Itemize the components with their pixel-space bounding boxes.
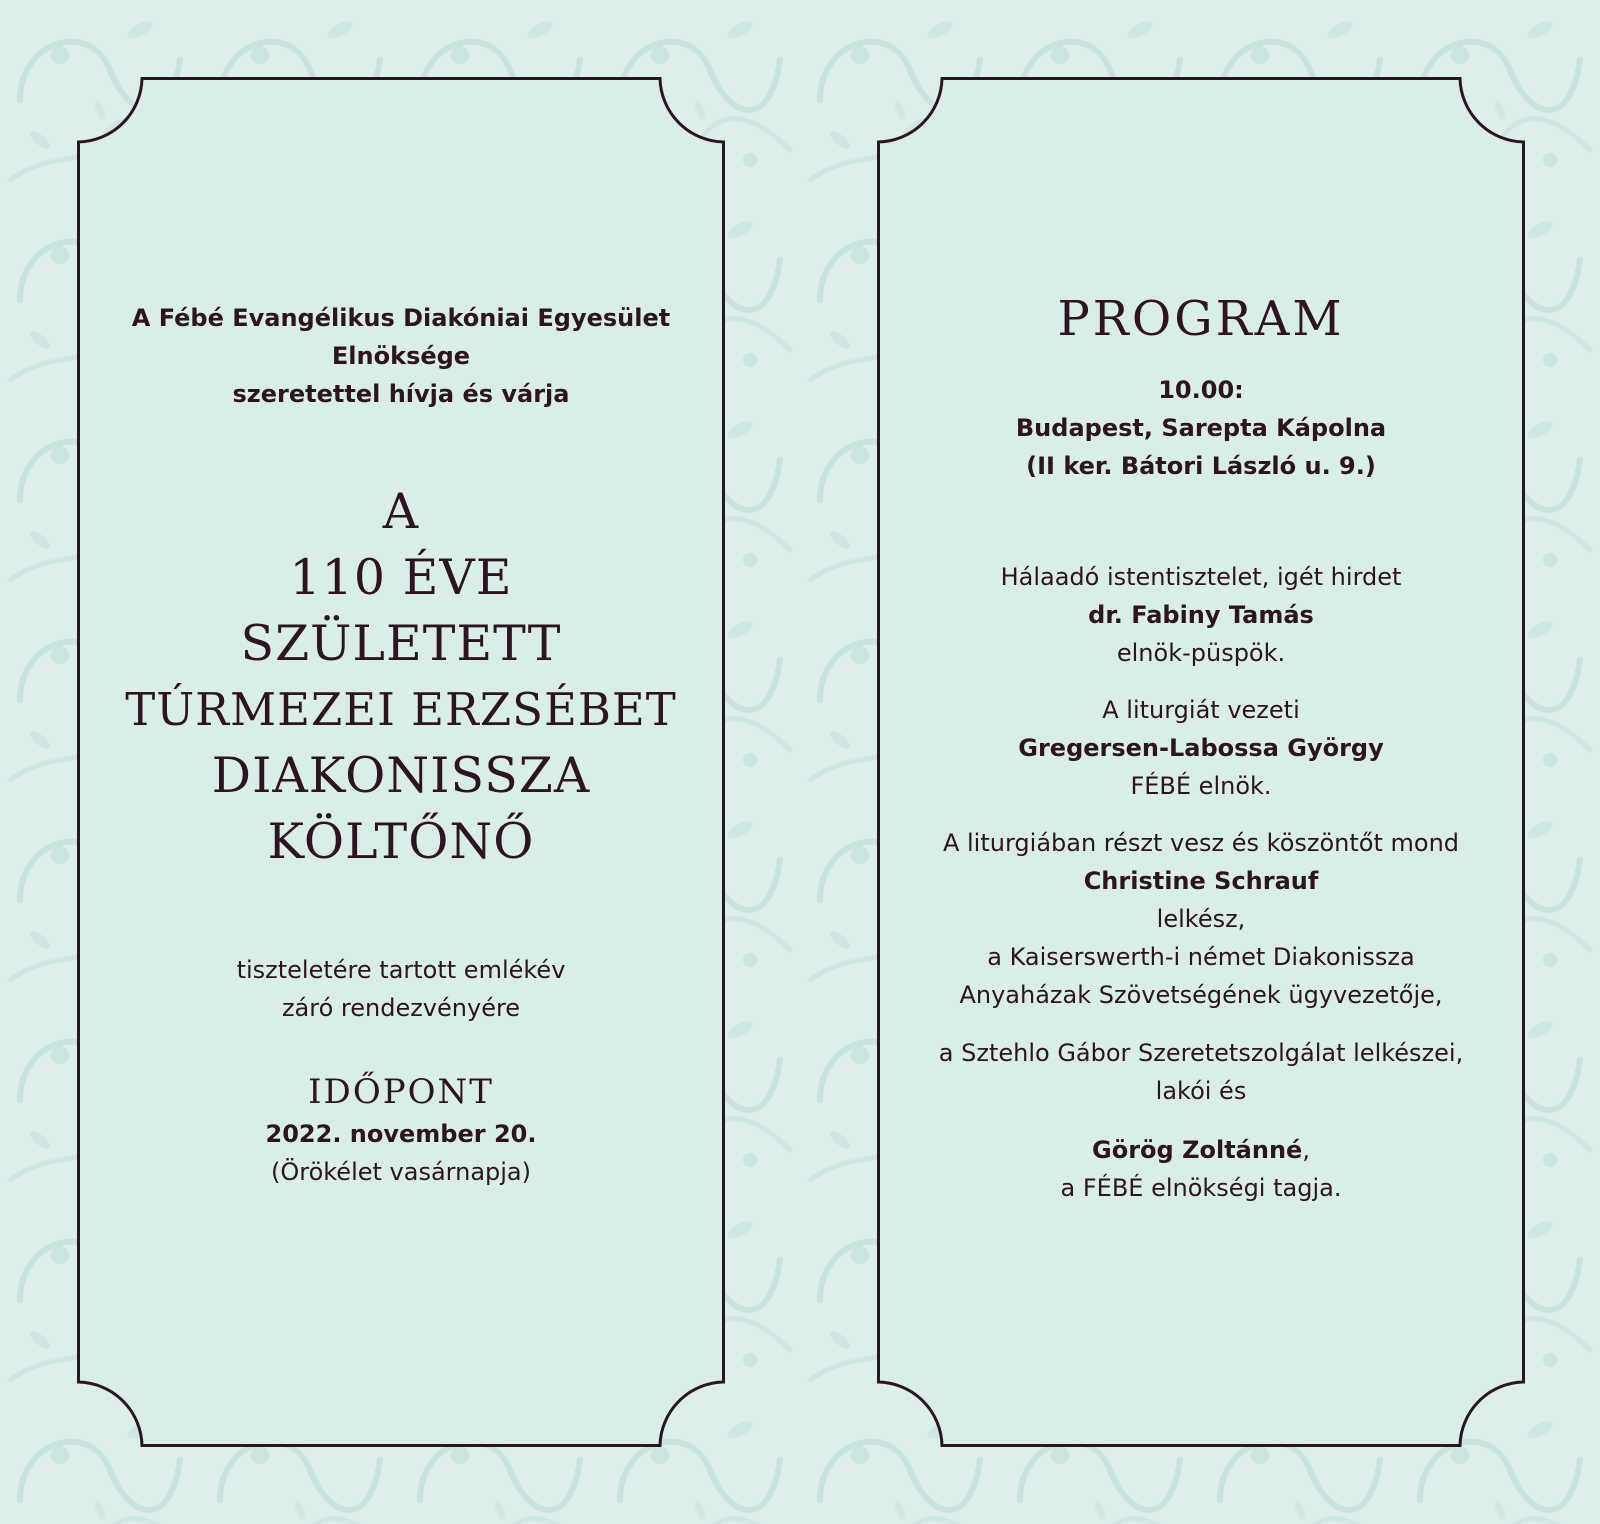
- title-line: TÚRMEZEI ERZSÉBET: [125, 683, 677, 736]
- service-block: [877, 558, 1525, 672]
- preacher-name: dr. Fabiny Tamás: [1088, 601, 1314, 629]
- member-block: [877, 1131, 1525, 1207]
- greeter-role: a Kaiserswerth-i német Diakonissza: [987, 943, 1415, 971]
- liturgy-block: [877, 691, 1525, 805]
- preacher-role: elnök-püspök.: [1116, 639, 1286, 667]
- member-comma: ,: [1302, 1136, 1310, 1164]
- sztehlo-block: [877, 1034, 1525, 1110]
- greeting-block: [877, 824, 1525, 1014]
- event-venue: Budapest, Sarepta Kápolna: [1015, 414, 1387, 442]
- intro-line: Elnöksége: [331, 342, 471, 370]
- title-line: DIAKONISSZA: [211, 747, 591, 804]
- dedication-line: tiszteletére tartott emlékév: [236, 956, 566, 984]
- member-name: Görög Zoltánné: [1092, 1136, 1303, 1164]
- title-line: SZÜLETETT: [240, 615, 562, 672]
- intro-line: szeretettel hívja és várja: [232, 380, 570, 408]
- venue-block: [877, 371, 1525, 485]
- service-line: Hálaadó istentisztelet, igét hirdet: [1000, 563, 1402, 591]
- greeter-role: lelkész,: [1156, 905, 1246, 933]
- event-time: 10.00:: [1158, 376, 1244, 404]
- title-line: 110 ÉVE: [289, 549, 513, 606]
- member-line: [877, 1131, 1525, 1169]
- sztehlo-line: lakói és: [1155, 1077, 1247, 1105]
- invitation-card-right: [877, 77, 1525, 1447]
- program-heading: PROGRAM: [1057, 291, 1345, 347]
- greeting-line: A liturgiában részt vesz és köszöntőt mond: [942, 829, 1460, 857]
- sztehlo-line: a Sztehlo Gábor Szeretetszolgálat lelkészei,: [938, 1039, 1464, 1067]
- title-line: KÖLTŐNŐ: [267, 813, 535, 870]
- date-block: [77, 1069, 725, 1191]
- greeter-role: Anyaházak Szövetségének ügyvezetője,: [959, 981, 1443, 1009]
- liturgist-name: Gregersen-Labossa György: [1018, 734, 1384, 762]
- dedication-block: [77, 951, 725, 1027]
- greeter-name: Christine Schrauf: [1083, 867, 1319, 895]
- event-date-note: (Örökélet vasárnapja): [270, 1158, 531, 1186]
- member-role: a FÉBÉ elnökségi tagja.: [1060, 1174, 1342, 1202]
- date-heading: IDŐPONT: [308, 1072, 494, 1112]
- title-line: A: [382, 483, 420, 540]
- invitation-card-left: [77, 77, 725, 1447]
- intro-line: A Fébé Evangélikus Diakóniai Egyesület: [131, 304, 671, 332]
- main-title: [77, 479, 725, 875]
- event-date: 2022. november 20.: [265, 1120, 537, 1148]
- intro-block: [77, 299, 725, 413]
- liturgist-role: FÉBÉ elnök.: [1130, 772, 1272, 800]
- liturgy-line: A liturgiát vezeti: [1102, 696, 1300, 724]
- event-address: (II ker. Bátori László u. 9.): [1026, 452, 1376, 480]
- dedication-line: záró rendezvényére: [281, 994, 521, 1022]
